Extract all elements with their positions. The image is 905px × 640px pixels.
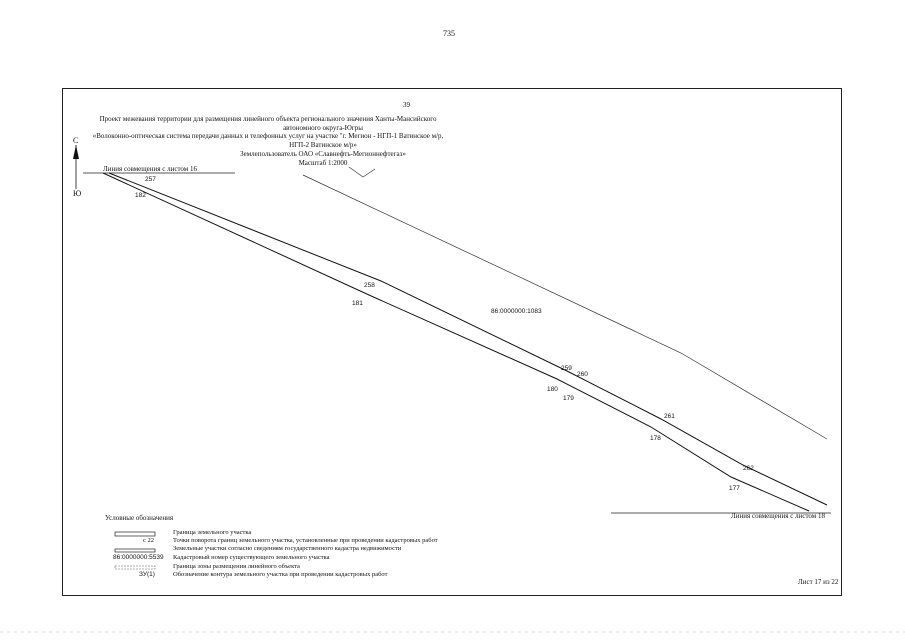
north-label: С (73, 136, 79, 145)
legend-text: Кадастровый номер существующего земельного участка (173, 554, 330, 561)
legend-symbol-cadastral-number: 86:0000000:5539 (113, 554, 164, 561)
south-label: Ю (73, 189, 82, 198)
map-sheet (62, 88, 842, 596)
point-label: 259 (561, 365, 572, 372)
point-label: 261 (664, 413, 675, 420)
point-label: 178 (650, 435, 661, 442)
legend-symbol-gkn (115, 549, 155, 552)
point-label: 182 (135, 192, 146, 199)
strip-lower-boundary (103, 173, 809, 511)
point-label: 179 (563, 395, 574, 402)
legend-symbol-contour: ЗУ(1) (139, 571, 155, 578)
north-arrow-head (73, 145, 79, 159)
legend-text: Земельные участки согласно сведениям государственного кадастра недвижимости (173, 545, 402, 552)
point-label: 257 (145, 176, 156, 183)
sheet-counter: Лист 17 из 22 (798, 578, 839, 586)
legend-text: Граница зоны размещения линейного объекта (173, 563, 300, 570)
point-label: 180 (547, 386, 558, 393)
sheet-number: 39 (403, 101, 410, 109)
point-label: 260 (577, 371, 588, 378)
legend-symbol-parcel (115, 532, 155, 536)
cadastral-number-label: 86:0000000:1083 (491, 308, 542, 315)
land-user: Землепользователь ОАО «Славнефть-Мегионнефтегаз» (240, 150, 406, 158)
legend-title: Условные обозначения (105, 514, 174, 522)
match-line-top-label: Линия совмещения с листом 16 (103, 165, 197, 173)
legend-text: Обозначение контура земельного участка при проведении кадастровых работ (173, 571, 388, 578)
page-number: 735 (443, 29, 455, 38)
map-scale: Масштаб 1:2000 (298, 159, 348, 167)
match-line-bottom-label: Линия совмещения с листом 18 (731, 512, 825, 520)
legend-symbol-point: с 22 (143, 537, 155, 544)
point-label: 177 (729, 485, 740, 492)
point-label: 181 (352, 300, 363, 307)
project-title-line1: Проект межевания территории для размещения линейного объекта регионального значения Ханты-Мансийского (99, 115, 437, 123)
project-title-line4: НГП-2 Ватинское м/р» (289, 141, 357, 149)
legend-text: Точки поворота границ земельного участка, установленные при проведении кадастровых работ (173, 537, 438, 544)
project-title-line2: автономного округа-Югры (283, 124, 363, 132)
legend-symbol-zone (115, 566, 155, 569)
project-title-line3: «Волоконно-оптическая система передачи данных и телефонных услуг на участке "г. Мегион - НГП-1 Ватинское м/р, (92, 132, 444, 140)
legend-text: Граница земельного участка (173, 529, 252, 536)
point-label: 258 (364, 282, 375, 289)
point-label: 262 (743, 465, 754, 472)
boundary-tick (349, 167, 375, 177)
